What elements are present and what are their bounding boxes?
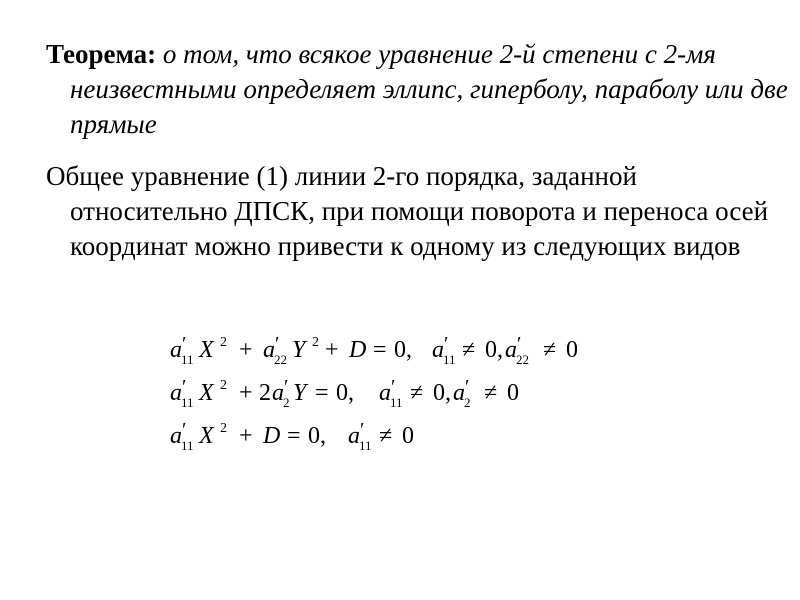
svg-text:≠: ≠ — [543, 337, 557, 363]
svg-text:′: ′ — [182, 419, 187, 441]
svg-text:11: 11 — [181, 352, 194, 367]
svg-text:Y: Y — [292, 337, 306, 363]
svg-text:2: 2 — [283, 395, 290, 410]
svg-text:+: + — [239, 337, 253, 363]
svg-text:11: 11 — [443, 352, 456, 367]
svg-text:22: 22 — [516, 352, 529, 367]
svg-text:22: 22 — [274, 352, 287, 367]
svg-text:2: 2 — [220, 421, 227, 436]
svg-text:0,: 0, — [433, 380, 451, 406]
svg-text:11: 11 — [359, 438, 372, 453]
svg-text:′: ′ — [182, 376, 187, 398]
svg-text:2: 2 — [464, 395, 471, 410]
svg-text:D: D — [349, 337, 367, 363]
svg-text:a: a — [263, 337, 275, 363]
svg-text:0,: 0, — [336, 380, 354, 406]
svg-text:+: + — [239, 380, 253, 406]
svg-text:a: a — [453, 380, 465, 406]
svg-text:a: a — [170, 380, 182, 406]
svg-text:2: 2 — [220, 335, 227, 350]
svg-text:≠: ≠ — [379, 423, 393, 449]
theorem-text: о том, что всякое уравнение 2-й степени с 2-мя неизвестными определяет эллипс, гиперболу, параболу или две прямые — [70, 39, 788, 139]
svg-text:a: a — [272, 380, 284, 406]
svg-text:0,: 0, — [308, 423, 326, 449]
svg-text:X: X — [199, 337, 214, 363]
svg-text:0: 0 — [566, 337, 578, 363]
svg-text:′: ′ — [465, 376, 470, 398]
svg-text:a: a — [505, 337, 517, 363]
svg-text:+: + — [325, 337, 339, 363]
svg-text:0: 0 — [507, 380, 519, 406]
svg-text:Y: Y — [293, 380, 307, 406]
svg-text:=: = — [287, 423, 301, 449]
svg-text:D: D — [263, 423, 281, 449]
theorem-label: Теорема: — [46, 39, 157, 69]
svg-text:′: ′ — [391, 376, 396, 398]
svg-text:+: + — [239, 423, 253, 449]
svg-text:a: a — [432, 337, 444, 363]
svg-text:=: = — [315, 380, 329, 406]
svg-text:X: X — [199, 380, 214, 406]
general-equation-paragraph: Общее уравнение (1) линии 2-го порядка, заданной относительно ДПСК, при помощи поворота и переноса осей координат можно привести к одному из следующих видов — [46, 161, 769, 261]
svg-text:11: 11 — [390, 395, 403, 410]
svg-text:′: ′ — [275, 333, 280, 355]
svg-text:′: ′ — [517, 333, 522, 355]
svg-text:11: 11 — [181, 438, 194, 453]
svg-text:0,: 0, — [394, 337, 412, 363]
svg-text:a: a — [170, 423, 182, 449]
svg-text:2: 2 — [312, 335, 319, 350]
svg-text:2: 2 — [220, 378, 227, 393]
svg-text:a: a — [170, 337, 182, 363]
svg-text:≠: ≠ — [462, 337, 476, 363]
svg-text:2: 2 — [259, 380, 271, 406]
svg-text:a: a — [348, 423, 360, 449]
svg-text:′: ′ — [444, 333, 449, 355]
svg-text:0: 0 — [402, 423, 414, 449]
svg-text:=: = — [373, 337, 387, 363]
svg-text:0,: 0, — [485, 337, 503, 363]
svg-text:X: X — [199, 423, 214, 449]
svg-text:≠: ≠ — [410, 380, 424, 406]
svg-text:≠: ≠ — [484, 380, 498, 406]
svg-text:a: a — [379, 380, 391, 406]
svg-text:′: ′ — [284, 376, 289, 398]
svg-text:′: ′ — [182, 333, 187, 355]
svg-text:11: 11 — [181, 395, 194, 410]
svg-text:′: ′ — [360, 419, 365, 441]
